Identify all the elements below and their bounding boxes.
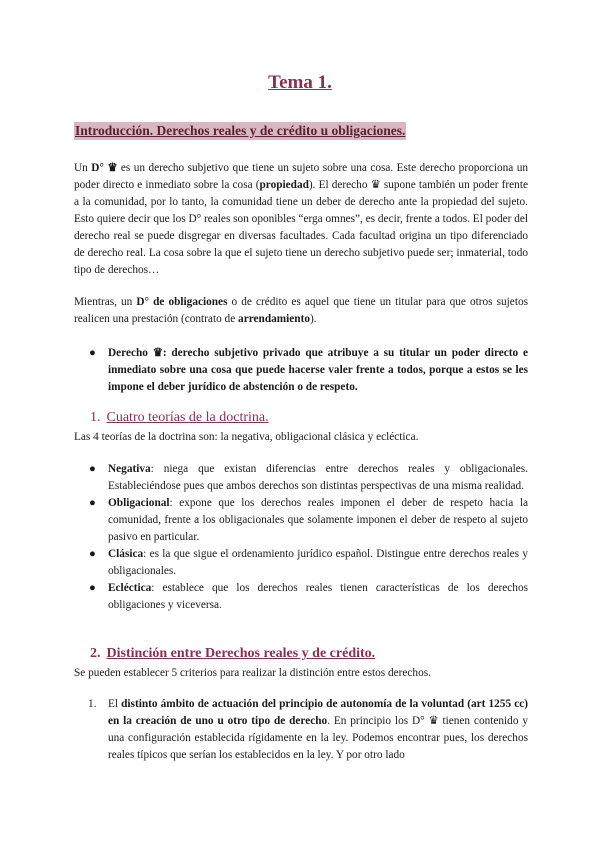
list-item	[74, 580, 528, 614]
theory-text: : niega que existan diferencias entre derechos reales y obligacionales. Estableciéndose pues que ambos derechos son distintas perspectivas de una misma realidad.	[108, 463, 528, 492]
list-item	[74, 345, 528, 396]
bold-term: distinto ámbito de actuación del principio de autonomía de la voluntad (art 1255 cc) en la creación de uno u otro tipo de derecho	[108, 698, 528, 727]
text-run: . En principio los D° ♛ tienen contenido y una configuración establecida rígidamente en la ley. Podemos encontrar pues, los derechos reales típicos que serían los establecidos en la ley. Y por otro lado	[108, 715, 528, 761]
theory-term: Negativa	[108, 463, 151, 475]
section-number: 1.	[90, 410, 101, 425]
bullet-icon: ●	[89, 463, 96, 475]
bullet-icon: ●	[89, 347, 96, 359]
list-item	[74, 696, 528, 764]
bullet-icon: ●	[89, 582, 96, 594]
list-item	[74, 495, 528, 546]
theory-text: : expone que los derechos reales imponen el deber de respeto hacia la comunidad, frente a los obligacionales que solamente imponen el deber de respeto al sujeto pasivo en particular.	[108, 497, 528, 543]
theory-term: Ecléctica	[108, 582, 152, 594]
bold-term: D° de obligaciones	[136, 296, 228, 308]
section-heading-2	[90, 646, 375, 662]
text-run: ).	[310, 313, 317, 325]
section2-intro: Se pueden establecer 5 criterios para realizar la distinción entre estos derechos.	[74, 667, 431, 679]
text-run: Mientras, un	[74, 296, 137, 308]
theory-text: : establece que los derechos reales tienen características de los derechos obligaciones y viceversa.	[108, 582, 528, 611]
section-title: Cuatro teorías de la doctrina.	[106, 410, 269, 425]
paragraph-derecho-real	[74, 160, 528, 279]
text-run: o de crédito es aquel que tiene un titular para que otros sujetos realicen una prestación (contrato de	[74, 296, 529, 325]
intro-heading: Introducción. Derechos reales y de crédito u obligaciones.	[75, 123, 406, 138]
theories-list	[74, 461, 528, 614]
paragraph-obligaciones	[74, 294, 528, 328]
section-number: 2.	[90, 646, 101, 661]
section1-intro: Las 4 teorías de la doctrina son: la negativa, obligacional clásica y ecléctica.	[74, 431, 419, 443]
theory-term: Obligacional	[108, 497, 170, 509]
text-run: ). El derecho ♛ supone también un poder frente a la comunidad, por lo tanto, la comunidad tiene un deber de derecho ante la propiedad del sujeto. Esto quiere decir que los D° reales son oponibles “erga omnes”, es decir, frente a todos. El poder del derecho real se puede disgregar en diversas facultades. Cada facultad origina un tipo diferenciado de derecho real. La cosa sobre la que el sujeto tiene un derecho subjetivo puede ser; inmaterial, todo tipo de derechos…	[74, 179, 529, 276]
main-definition-list	[74, 345, 528, 396]
theory-text: : es la que sigue el ordenamiento jurídico español. Distingue entre derechos reales y obligacionales.	[108, 548, 528, 577]
item-number: 1.	[88, 698, 97, 710]
text-run: El	[108, 698, 122, 710]
text-run: Un	[74, 162, 92, 174]
bullet-icon: ●	[89, 497, 96, 509]
list-item	[74, 546, 528, 580]
list-item	[74, 461, 528, 495]
definition-text: Derecho ♛: derecho subjetivo privado que atribuye a su titular un poder directo e inmediato sobre una cosa que puede hacerse valer frente a todos, porque a estos se les impone el deber jurídico de abstención o de respeto.	[108, 347, 528, 393]
bold-term: propiedad	[259, 179, 309, 191]
bold-term: D° ♛	[91, 162, 118, 174]
criteria-list	[74, 696, 528, 764]
bold-term: arrendamiento	[238, 313, 311, 325]
theory-term: Clásica	[108, 548, 144, 560]
bullet-icon: ●	[89, 548, 96, 560]
section-title: Distinción entre Derechos reales y de crédito.	[106, 646, 376, 661]
page-title: Tema 1.	[268, 72, 332, 93]
text-run: es un derecho subjetivo que tiene un sujeto sobre una cosa. Este derecho proporciona un poder directo e inmediato sobre la cosa (	[74, 162, 528, 191]
section-heading-1	[90, 410, 269, 426]
